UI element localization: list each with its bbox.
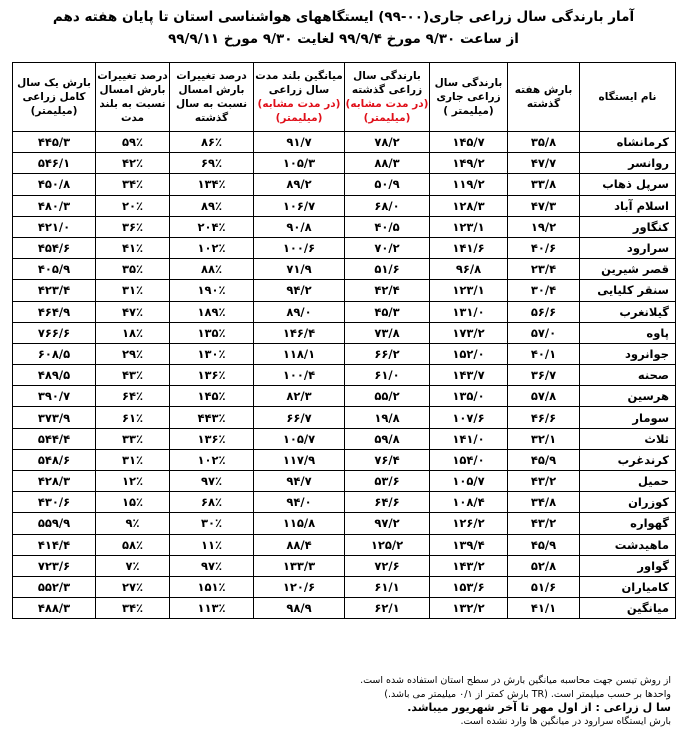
table-row xyxy=(13,280,676,301)
station-name: گیلانغرب xyxy=(580,301,676,322)
table-row xyxy=(13,449,676,470)
last-year-rain: ۷۸/۲ xyxy=(345,132,430,153)
table-body xyxy=(13,132,676,619)
table-row xyxy=(13,343,676,364)
longterm-rain: ۱۳۳/۳ xyxy=(254,555,345,576)
current-rain: ۱۴۵/۷ xyxy=(430,132,508,153)
longterm-rain: ۹۰/۸ xyxy=(254,216,345,237)
pct-vs-long: ۳۶٪ xyxy=(96,216,170,237)
full-year-rain: ۴۵۴/۶ xyxy=(13,237,96,258)
longterm-rain: ۹۴/۷ xyxy=(254,471,345,492)
full-year-rain: ۵۴۶/۱ xyxy=(13,153,96,174)
current-rain: ۱۱۹/۲ xyxy=(430,174,508,195)
pct-vs-last: ۱۳۰٪ xyxy=(170,343,254,364)
last-year-rain: ۵۱/۶ xyxy=(345,259,430,280)
week-rain: ۴۳/۲ xyxy=(508,471,580,492)
week-rain: ۴۰/۶ xyxy=(508,237,580,258)
pct-vs-last: ۱۳۶٪ xyxy=(170,428,254,449)
last-year-rain: ۶۶/۲ xyxy=(345,343,430,364)
last-year-rain: ۵۳/۶ xyxy=(345,471,430,492)
week-rain: ۴۵/۹ xyxy=(508,534,580,555)
current-rain: ۱۴۳/۲ xyxy=(430,555,508,576)
pct-vs-long: ۴۱٪ xyxy=(96,237,170,258)
last-year-rain: ۱۲۵/۲ xyxy=(345,534,430,555)
longterm-rain: ۱۱۵/۸ xyxy=(254,513,345,534)
current-rain: ۱۳۹/۴ xyxy=(430,534,508,555)
table-row xyxy=(13,471,676,492)
pct-vs-long: ۳۱٪ xyxy=(96,449,170,470)
full-year-rain: ۵۴۸/۶ xyxy=(13,449,96,470)
pct-vs-last: ۱۱٪ xyxy=(170,534,254,555)
pct-vs-long: ۵۹٪ xyxy=(96,132,170,153)
current-rain: ۱۴۱/۰ xyxy=(430,428,508,449)
note-1: از روش تیسن جهت محاسبه میانگین بارش در سطح استان استفاده شده است. xyxy=(360,675,671,686)
full-year-rain: ۷۲۳/۶ xyxy=(13,555,96,576)
table-row xyxy=(13,576,676,597)
pct-vs-last: ۹۷٪ xyxy=(170,471,254,492)
col-last-year xyxy=(345,63,430,132)
pct-vs-last: ۱۴۵٪ xyxy=(170,386,254,407)
week-rain: ۴۵/۹ xyxy=(508,449,580,470)
week-rain: ۴۷/۷ xyxy=(508,153,580,174)
current-rain: ۱۵۲/۰ xyxy=(430,343,508,364)
longterm-rain: ۸۸/۴ xyxy=(254,534,345,555)
pct-vs-last: ۳۰٪ xyxy=(170,513,254,534)
pct-vs-last: ۱۸۹٪ xyxy=(170,301,254,322)
last-year-rain: ۹۷/۲ xyxy=(345,513,430,534)
station-name: صحنه xyxy=(580,365,676,386)
rainfall-table xyxy=(12,62,676,619)
last-year-rain: ۱۹/۸ xyxy=(345,407,430,428)
station-name: کرمانشاه xyxy=(580,132,676,153)
last-year-rain: ۷۳/۸ xyxy=(345,322,430,343)
table-row xyxy=(13,428,676,449)
pct-vs-long: ۱۸٪ xyxy=(96,322,170,343)
pct-vs-long: ۷٪ xyxy=(96,555,170,576)
pct-vs-last: ۶۸٪ xyxy=(170,492,254,513)
week-rain: ۱۹/۲ xyxy=(508,216,580,237)
pct-vs-long: ۳۵٪ xyxy=(96,259,170,280)
table-row xyxy=(13,195,676,216)
longterm-rain: ۹۴/۰ xyxy=(254,492,345,513)
longterm-rain: ۱۴۶/۴ xyxy=(254,322,345,343)
table-row xyxy=(13,492,676,513)
station-name: هرسین xyxy=(580,386,676,407)
col-station: نام ایستگاه xyxy=(580,63,676,132)
current-rain: ۱۵۴/۰ xyxy=(430,449,508,470)
last-year-rain: ۶۱/۰ xyxy=(345,365,430,386)
table-row xyxy=(13,386,676,407)
station-name: قصر شیرین xyxy=(580,259,676,280)
station-name: گهواره xyxy=(580,513,676,534)
pct-vs-long: ۱۲٪ xyxy=(96,471,170,492)
longterm-rain: ۱۰۵/۷ xyxy=(254,428,345,449)
current-rain: ۱۷۳/۲ xyxy=(430,322,508,343)
station-name: کوزران xyxy=(580,492,676,513)
pct-vs-long: ۴۷٪ xyxy=(96,301,170,322)
full-year-rain: ۴۶۴/۹ xyxy=(13,301,96,322)
last-year-rain: ۵۵/۲ xyxy=(345,386,430,407)
current-rain: ۱۲۸/۳ xyxy=(430,195,508,216)
last-year-rain: ۵۹/۸ xyxy=(345,428,430,449)
current-rain: ۱۳۲/۲ xyxy=(430,598,508,619)
col-last-year-unit: (میلیمتر) xyxy=(363,112,411,124)
table-row xyxy=(13,598,676,619)
full-year-rain: ۵۴۴/۴ xyxy=(13,428,96,449)
full-year-rain: ۴۸۰/۳ xyxy=(13,195,96,216)
pct-vs-last: ۸۶٪ xyxy=(170,132,254,153)
pct-vs-last: ۸۸٪ xyxy=(170,259,254,280)
table-row xyxy=(13,534,676,555)
full-year-rain: ۴۵۰/۸ xyxy=(13,174,96,195)
week-rain: ۳۶/۷ xyxy=(508,365,580,386)
station-name: کرندغرب xyxy=(580,449,676,470)
full-year-rain: ۷۶۶/۶ xyxy=(13,322,96,343)
pct-vs-long: ۳۴٪ xyxy=(96,174,170,195)
full-year-rain: ۵۵۹/۹ xyxy=(13,513,96,534)
pct-vs-last: ۲۰۴٪ xyxy=(170,216,254,237)
last-year-rain: ۷۲/۶ xyxy=(345,555,430,576)
header-row xyxy=(13,63,676,132)
week-rain: ۵۶/۶ xyxy=(508,301,580,322)
longterm-rain: ۹۱/۷ xyxy=(254,132,345,153)
current-rain: ۱۲۳/۱ xyxy=(430,216,508,237)
pct-vs-last: ۴۴۳٪ xyxy=(170,407,254,428)
week-rain: ۴۷/۳ xyxy=(508,195,580,216)
week-rain: ۳۳/۸ xyxy=(508,174,580,195)
current-rain: ۱۳۱/۰ xyxy=(430,301,508,322)
week-rain: ۴۰/۱ xyxy=(508,343,580,364)
current-rain: ۱۲۳/۱ xyxy=(430,280,508,301)
longterm-rain: ۹۸/۹ xyxy=(254,598,345,619)
current-rain: ۱۲۶/۲ xyxy=(430,513,508,534)
full-year-rain: ۳۷۳/۹ xyxy=(13,407,96,428)
pct-vs-last: ۱۵۱٪ xyxy=(170,576,254,597)
longterm-rain: ۷۱/۹ xyxy=(254,259,345,280)
col-week: بارش هفته گذشته xyxy=(508,63,580,132)
longterm-rain: ۹۴/۲ xyxy=(254,280,345,301)
pct-vs-long: ۴۳٪ xyxy=(96,365,170,386)
col-last-year-period: (در مدت مشابه) xyxy=(345,98,429,110)
table-row xyxy=(13,365,676,386)
station-name: سرارود xyxy=(580,237,676,258)
last-year-rain: ۶۴/۶ xyxy=(345,492,430,513)
full-year-rain: ۴۴۵/۳ xyxy=(13,132,96,153)
pct-vs-long: ۲۰٪ xyxy=(96,195,170,216)
station-name: ماهیدشت xyxy=(580,534,676,555)
pct-vs-last: ۱۳۴٪ xyxy=(170,174,254,195)
col-pct-last: درصد تغییرات بارش امسال نسبت به سال گذشته xyxy=(170,63,254,132)
week-rain: ۳۰/۴ xyxy=(508,280,580,301)
table-row xyxy=(13,132,676,153)
week-rain: ۳۵/۸ xyxy=(508,132,580,153)
last-year-rain: ۴۲/۴ xyxy=(345,280,430,301)
table-row xyxy=(13,555,676,576)
longterm-rain: ۸۹/۲ xyxy=(254,174,345,195)
longterm-rain: ۱۱۸/۱ xyxy=(254,343,345,364)
week-rain: ۴۱/۱ xyxy=(508,598,580,619)
col-current: بارندگی سال زراعی جاری (میلیمتر ) xyxy=(430,63,508,132)
current-rain: ۱۵۳/۶ xyxy=(430,576,508,597)
full-year-rain: ۴۲۳/۴ xyxy=(13,280,96,301)
station-name: ثلاث xyxy=(580,428,676,449)
week-rain: ۳۴/۸ xyxy=(508,492,580,513)
station-name: میانگین xyxy=(580,598,676,619)
station-name: پاوه xyxy=(580,322,676,343)
note-3: سا ل زراعی : از اول مهر تا آخر شهریور میباشد. xyxy=(407,701,671,715)
station-name: اسلام آباد xyxy=(580,195,676,216)
pct-vs-last: ۱۱۳٪ xyxy=(170,598,254,619)
week-rain: ۵۱/۶ xyxy=(508,576,580,597)
longterm-rain: ۱۰۰/۴ xyxy=(254,365,345,386)
longterm-rain: ۱۰۰/۶ xyxy=(254,237,345,258)
table-row xyxy=(13,322,676,343)
pct-vs-long: ۳۴٪ xyxy=(96,598,170,619)
current-rain: ۱۴۹/۲ xyxy=(430,153,508,174)
longterm-rain: ۱۰۵/۳ xyxy=(254,153,345,174)
last-year-rain: ۵۰/۹ xyxy=(345,174,430,195)
longterm-rain: ۱۲۰/۶ xyxy=(254,576,345,597)
table-row xyxy=(13,259,676,280)
longterm-rain: ۱۱۷/۹ xyxy=(254,449,345,470)
pct-vs-long: ۳۳٪ xyxy=(96,428,170,449)
title-line-1: آمار بارندگی سال زراعی جاری(۰۰-۹۹) ایستگاههای هواشناسی استان تا پایان هفته دهم xyxy=(52,9,635,25)
station-name: کامیاران xyxy=(580,576,676,597)
col-longterm xyxy=(254,63,345,132)
pct-vs-last: ۱۰۲٪ xyxy=(170,237,254,258)
col-pct-long: درصد تغییرات بارش امسال نسبت به بلند مدت xyxy=(96,63,170,132)
longterm-rain: ۶۶/۷ xyxy=(254,407,345,428)
pct-vs-long: ۶۱٪ xyxy=(96,407,170,428)
footnotes xyxy=(11,674,671,728)
week-rain: ۳۲/۱ xyxy=(508,428,580,449)
station-name: روانسر xyxy=(580,153,676,174)
last-year-rain: ۸۸/۳ xyxy=(345,153,430,174)
report-title xyxy=(0,0,687,50)
col-full-year: بارش یک سال کامل زراعی (میلیمتر) xyxy=(13,63,96,132)
current-rain: ۱۰۸/۴ xyxy=(430,492,508,513)
col-longterm-label: میانگین بلند مدت سال زراعی xyxy=(255,70,343,96)
table-row xyxy=(13,513,676,534)
full-year-rain: ۴۸۹/۵ xyxy=(13,365,96,386)
full-year-rain: ۴۲۸/۳ xyxy=(13,471,96,492)
longterm-rain: ۱۰۶/۷ xyxy=(254,195,345,216)
station-name: سنقر کلیایی xyxy=(580,280,676,301)
full-year-rain: ۴۰۵/۹ xyxy=(13,259,96,280)
note-2: واحدها بر حسب میلیمتر است. (TR بارش کمتر از ۰/۱ میلیمتر می باشد.) xyxy=(384,688,671,700)
pct-vs-last: ۱۳۶٪ xyxy=(170,365,254,386)
station-name: جوانرود xyxy=(580,343,676,364)
full-year-rain: ۴۲۱/۰ xyxy=(13,216,96,237)
longterm-rain: ۸۹/۰ xyxy=(254,301,345,322)
last-year-rain: ۶۲/۱ xyxy=(345,598,430,619)
current-rain: ۱۰۷/۶ xyxy=(430,407,508,428)
week-rain: ۴۶/۶ xyxy=(508,407,580,428)
week-rain: ۲۳/۴ xyxy=(508,259,580,280)
pct-vs-long: ۹٪ xyxy=(96,513,170,534)
pct-vs-last: ۸۹٪ xyxy=(170,195,254,216)
pct-vs-long: ۲۷٪ xyxy=(96,576,170,597)
current-rain: ۱۰۵/۷ xyxy=(430,471,508,492)
full-year-rain: ۴۸۸/۳ xyxy=(13,598,96,619)
station-name: سومار xyxy=(580,407,676,428)
pct-vs-long: ۴۲٪ xyxy=(96,153,170,174)
current-rain: ۹۶/۸ xyxy=(430,259,508,280)
col-longterm-period: (در مدت مشابه) xyxy=(257,98,341,110)
pct-vs-last: ۶۹٪ xyxy=(170,153,254,174)
station-name: کنگاور xyxy=(580,216,676,237)
last-year-rain: ۶۸/۰ xyxy=(345,195,430,216)
last-year-rain: ۴۰/۵ xyxy=(345,216,430,237)
station-name: سرپل ذهاب xyxy=(580,174,676,195)
table-row xyxy=(13,153,676,174)
last-year-rain: ۷۶/۴ xyxy=(345,449,430,470)
pct-vs-long: ۵۸٪ xyxy=(96,534,170,555)
current-rain: ۱۳۵/۰ xyxy=(430,386,508,407)
col-last-year-label: بارندگی سال زراعی گذشته xyxy=(351,70,423,96)
station-name: حمیل xyxy=(580,471,676,492)
last-year-rain: ۶۱/۱ xyxy=(345,576,430,597)
table-row xyxy=(13,301,676,322)
last-year-rain: ۷۰/۲ xyxy=(345,237,430,258)
pct-vs-last: ۱۰۲٪ xyxy=(170,449,254,470)
full-year-rain: ۳۹۰/۷ xyxy=(13,386,96,407)
note-4: بارش ایستگاه سرارود در میانگین ها وارد نشده است. xyxy=(460,715,671,727)
pct-vs-long: ۶۴٪ xyxy=(96,386,170,407)
week-rain: ۵۷/۰ xyxy=(508,322,580,343)
table-row xyxy=(13,216,676,237)
table-row xyxy=(13,174,676,195)
week-rain: ۴۳/۲ xyxy=(508,513,580,534)
current-rain: ۱۴۳/۷ xyxy=(430,365,508,386)
pct-vs-last: ۱۳۵٪ xyxy=(170,322,254,343)
title-line-2: از ساعت ۹/۳۰ مورخ ۹۹/۹/۴ لغایت ۹/۳۰ مورخ ۹۹/۹/۱۱ xyxy=(168,31,519,47)
longterm-rain: ۸۲/۳ xyxy=(254,386,345,407)
pct-vs-long: ۳۱٪ xyxy=(96,280,170,301)
full-year-rain: ۴۱۴/۴ xyxy=(13,534,96,555)
col-longterm-unit: (میلیمتر) xyxy=(275,112,323,124)
last-year-rain: ۴۵/۳ xyxy=(345,301,430,322)
station-name: گواور xyxy=(580,555,676,576)
pct-vs-long: ۲۹٪ xyxy=(96,343,170,364)
full-year-rain: ۴۳۰/۶ xyxy=(13,492,96,513)
full-year-rain: ۵۵۲/۳ xyxy=(13,576,96,597)
pct-vs-last: ۱۹۰٪ xyxy=(170,280,254,301)
table-row xyxy=(13,237,676,258)
pct-vs-long: ۱۵٪ xyxy=(96,492,170,513)
full-year-rain: ۶۰۸/۵ xyxy=(13,343,96,364)
current-rain: ۱۴۱/۶ xyxy=(430,237,508,258)
table-row xyxy=(13,407,676,428)
pct-vs-last: ۹۷٪ xyxy=(170,555,254,576)
week-rain: ۵۲/۸ xyxy=(508,555,580,576)
week-rain: ۵۷/۸ xyxy=(508,386,580,407)
